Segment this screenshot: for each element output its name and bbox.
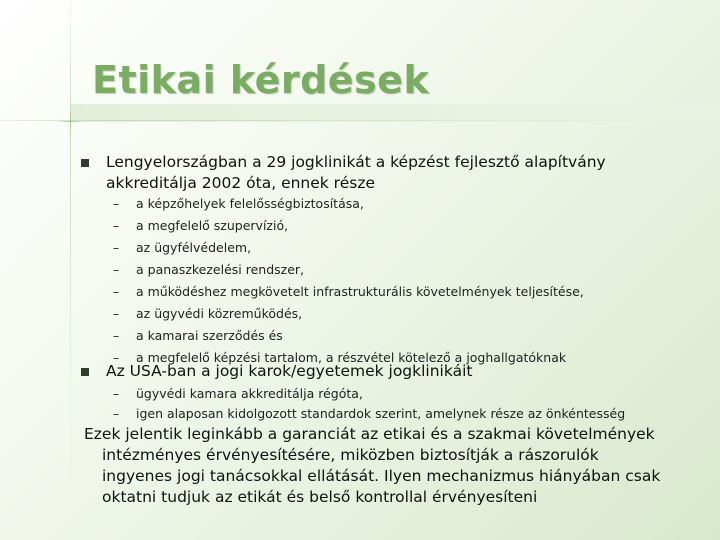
dash-marker: –: [113, 328, 120, 343]
subitem: a megfelelő képzési tartalom, a részvétel kötelező a joghallgatóknak: [136, 350, 567, 365]
subitem: ügyvédi kamara akkreditálja régóta,: [136, 386, 363, 401]
decorative-horizontal-line: [0, 120, 720, 121]
subitem: a megfelelő szupervízió,: [136, 218, 289, 233]
bullet-1-line-1: Lengyelországban a 29 jogklinikát a képzést fejlesztő alapítvány: [106, 153, 606, 171]
dash-marker: –: [113, 386, 120, 401]
dash-marker: –: [113, 262, 120, 277]
dash-marker: –: [113, 406, 120, 421]
subitem: igen alaposan kidolgozott standardok szerint, amelynek része az önkéntesség: [136, 406, 626, 421]
dash-marker: –: [113, 240, 120, 255]
bullet-2-line-1: Az USA-ban a jogi karok/egyetemek jogklinikáit: [106, 362, 473, 380]
dash-marker: –: [113, 306, 120, 321]
subitem: a működéshez megkövetelt infrastrukturális követelmények teljesítése,: [136, 284, 584, 299]
subitem: a panaszkezelési rendszer,: [136, 262, 305, 277]
dash-marker: –: [113, 218, 120, 233]
paragraph-line: Ezek jelentik leginkább a garanciát az etikai és a szakmai követelmények: [84, 425, 655, 443]
subitem: az ügyfélvédelem,: [136, 240, 252, 255]
paragraph-line: ingyenes jogi tanácsokkal ellátását. Ilyen mechanizmus hiányában csak: [102, 467, 661, 485]
subitem: a képzőhelyek felelősségbiztosítása,: [136, 196, 364, 211]
dash-marker: –: [113, 196, 120, 211]
dash-marker: –: [113, 284, 120, 299]
square-bullet-icon: [81, 368, 89, 376]
bullet-1-line-2: akkreditálja 2002 óta, ennek része: [106, 174, 376, 192]
paragraph-line: oktatni tudjuk az etikát és belső kontrollal érvényesíteni: [102, 488, 538, 506]
paragraph-line: intézményes érvényesítésére, miközben biztosítják a rászorulók: [102, 446, 599, 464]
decorative-vertical-line: [70, 0, 71, 540]
sparkle-icon: [56, 107, 85, 136]
summary-paragraph: [84, 424, 704, 508]
dash-marker: –: [113, 350, 120, 365]
page-title: Etikai kérdések: [92, 58, 430, 102]
subitem: a kamarai szerződés és: [136, 328, 283, 343]
square-bullet-icon: [81, 159, 89, 167]
subitem: az ügyvédi közreműködés,: [136, 306, 303, 321]
